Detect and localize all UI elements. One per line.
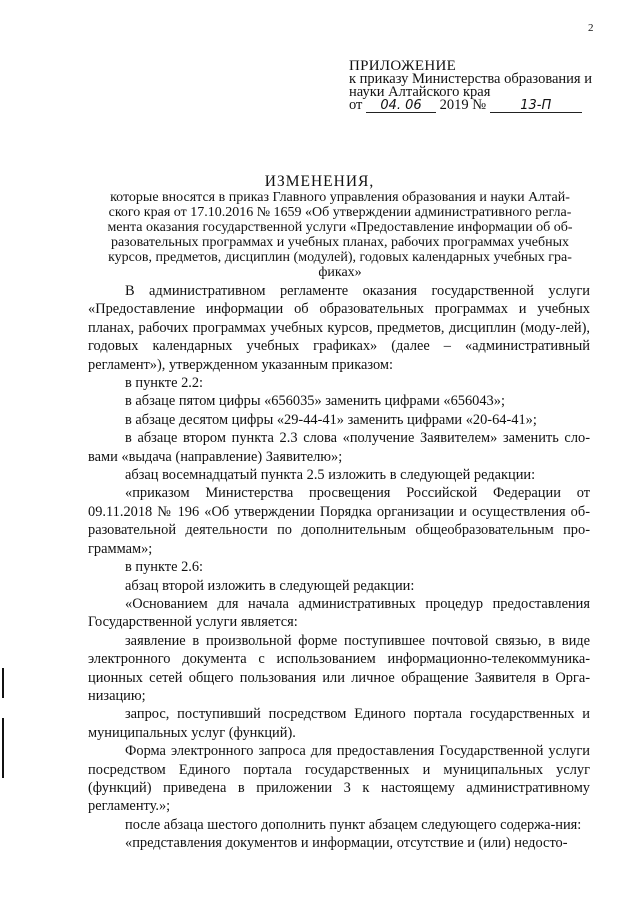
heading-line: разовательных программах и учебных планах, рабочих программах учебных	[110, 235, 570, 250]
paragraph: «представления документов и информации, отсутствие и (или) недосто-	[125, 835, 568, 852]
number-handwritten: 13-П	[490, 100, 582, 113]
paragraph: абзац второй изложить в следующей редакции:	[125, 577, 415, 594]
date-prefix: от	[349, 97, 363, 113]
paragraph: в абзаце втором пункта 2.3 слова «получение Заявителем» заменить сло-вами «выдача (направление) Заявителю»;	[88, 430, 590, 465]
appendix-block	[349, 60, 592, 113]
paragraph: запрос, поступивший посредством Единого портала государственных и муниципальных услуг (функций).	[88, 706, 590, 741]
heading-line: курсов, предметов, дисциплин (модулей), годовых календарных учебных гра-	[108, 250, 572, 265]
paragraph: В административном регламенте оказания государственной услуги «Предоставление информации об образовательных программах и учебных планах, рабочих программах учебных курсов, предметов, дисциплин (моду-лей), годовых календарных учебных графиках» (далее – «административный регламент»), утвержденном указанным приказом:	[88, 283, 590, 373]
page-number: 2	[588, 22, 594, 34]
heading-line: ского края от 17.10.2016 № 1659 «Об утверждении административного регла-	[108, 205, 572, 220]
heading-subtitle	[80, 190, 600, 280]
scan-margin-mark	[2, 718, 4, 778]
paragraph: в абзаце десятом цифры «29-44-41» заменить цифрами «20-64-41»;	[125, 411, 537, 428]
document-body	[88, 282, 590, 853]
scan-margin-mark	[2, 668, 4, 698]
appendix-line-1: к приказу Министерства образования и	[349, 71, 592, 87]
paragraph: в пункте 2.6:	[125, 559, 204, 576]
appendix-date-line	[349, 99, 592, 113]
paragraph: в пункте 2.2:	[125, 375, 204, 392]
heading-line: фиках»	[318, 265, 362, 280]
paragraph: «Основанием для начала административных процедур предоставления Государственной услуги является:	[88, 595, 590, 631]
paragraph: абзац восемнадцатый пункта 2.5 изложить в следующей редакции:	[125, 467, 536, 484]
heading-line: мента оказания государственной услуги «Предоставление информации об об-	[107, 220, 573, 235]
appendix-line-2: науки Алтайского края	[349, 84, 491, 100]
number-sign: №	[472, 97, 487, 113]
paragraph: «приказом Министерства просвещения Российской Федерации от 09.11.2018 № 196 «Об утверждении Порядка организации и осуществления об-разовательной деятельности по дополнительным общеобразовательным про-граммам»;	[88, 485, 590, 557]
paragraph: после абзаца шестого дополнить пункт абзацем следующего содержа-ния:	[125, 816, 582, 833]
appendix-title: ПРИЛОЖЕНИЕ	[349, 58, 457, 74]
paragraph: Форма электронного запроса для предоставления Государственной услуги посредством Единого портала государственных и муниципальных услуг (функций) приведена в приложении 3 к настоящему административному регламенту.»;	[88, 743, 590, 815]
changes-title: ИЗМЕНЕНИЯ,	[264, 173, 375, 190]
paragraph: в абзаце пятом цифры «656035» заменить цифрами «656043»;	[125, 393, 505, 410]
date-handwritten: 04. 06	[366, 100, 436, 113]
heading-line: которые вносятся в приказ Главного управления образования и науки Алтай-	[110, 190, 570, 205]
date-year: 2019	[439, 97, 469, 113]
paragraph: заявление в произвольной форме поступившее почтовой связью, в виде электронного документа с использованием информационно-телекоммуника-ционных сетей общего пользования или личное обращение Заявителя в Орга-низацию;	[88, 632, 590, 704]
